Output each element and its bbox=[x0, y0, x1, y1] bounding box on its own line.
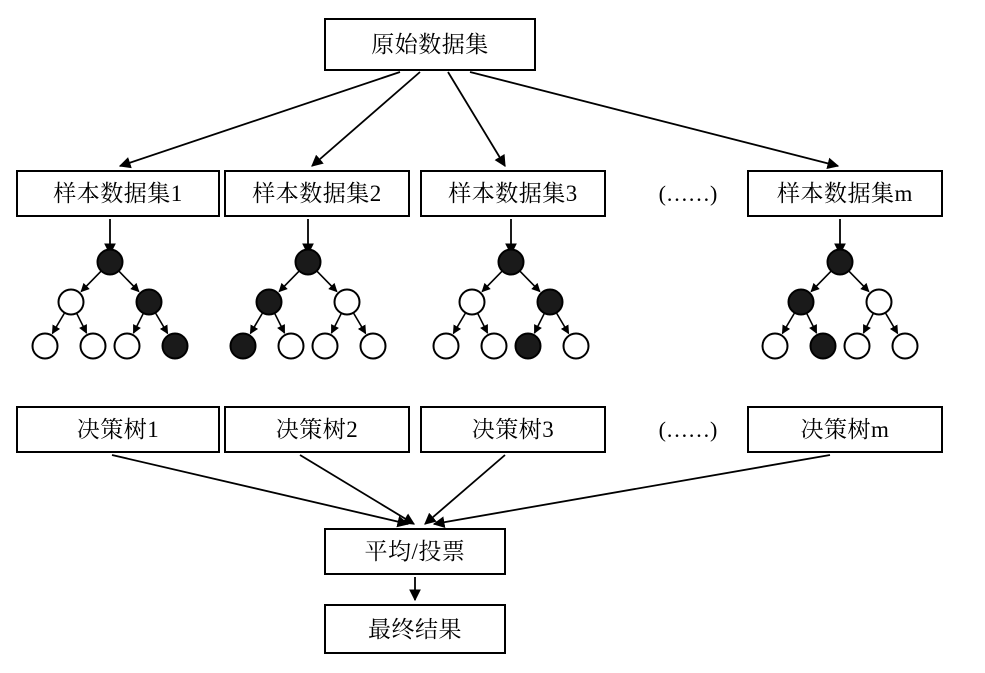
tree-node-filled bbox=[811, 334, 836, 359]
tree-node-empty bbox=[361, 334, 386, 359]
connector-line bbox=[120, 72, 400, 166]
node-decision-tree-label: 决策树1 bbox=[76, 417, 160, 442]
tree-node-empty bbox=[434, 334, 459, 359]
tree-node-empty bbox=[564, 334, 589, 359]
tree-node-filled bbox=[163, 334, 188, 359]
connector-line bbox=[482, 271, 502, 292]
connector-line bbox=[279, 271, 299, 292]
connector-line bbox=[470, 72, 838, 166]
tree-node-empty bbox=[33, 334, 58, 359]
node-decision-tree bbox=[224, 406, 410, 453]
node-decision-tree-label: 决策树2 bbox=[275, 417, 359, 442]
sample-ellipsis-label: (……) bbox=[658, 181, 718, 206]
connector-line bbox=[317, 271, 337, 292]
connector-line bbox=[312, 72, 420, 166]
tree-node-filled bbox=[499, 250, 524, 275]
tree-node-empty bbox=[115, 334, 140, 359]
node-original-dataset-label: 原始数据集 bbox=[371, 32, 489, 57]
node-sample-dataset bbox=[420, 170, 606, 217]
node-average-vote-label: 平均/投票 bbox=[364, 539, 466, 564]
connector-line bbox=[863, 313, 873, 333]
node-decision-tree bbox=[16, 406, 220, 453]
tree-node-empty bbox=[460, 290, 485, 315]
connector-line bbox=[77, 313, 87, 333]
node-sample-dataset-label: 样本数据集m bbox=[777, 181, 913, 206]
connector-line bbox=[112, 455, 408, 524]
tree-node-empty bbox=[763, 334, 788, 359]
tree-node-filled bbox=[137, 290, 162, 315]
tree-node-empty bbox=[313, 334, 338, 359]
tree-node-empty bbox=[867, 290, 892, 315]
connector-line bbox=[782, 313, 794, 334]
tree-node-filled bbox=[828, 250, 853, 275]
connector-line bbox=[556, 313, 568, 334]
connector-line bbox=[425, 455, 505, 524]
connector-line bbox=[81, 271, 101, 292]
connector-line bbox=[275, 313, 285, 333]
tree-node-empty bbox=[893, 334, 918, 359]
connector-line bbox=[478, 313, 488, 333]
node-sample-dataset-label: 样本数据集2 bbox=[252, 181, 382, 206]
connector-line bbox=[807, 313, 817, 333]
connector-line bbox=[353, 313, 365, 334]
connector-line bbox=[849, 271, 869, 292]
tree-node-empty bbox=[845, 334, 870, 359]
node-decision-tree bbox=[420, 406, 606, 453]
tree-node-empty bbox=[279, 334, 304, 359]
node-decision-tree-label: 决策树3 bbox=[471, 417, 555, 442]
tree-node-empty bbox=[59, 290, 84, 315]
edge-lines bbox=[33, 72, 918, 600]
connector-line bbox=[133, 313, 143, 333]
connector-line bbox=[434, 455, 830, 524]
connector-line bbox=[155, 313, 167, 334]
tree-node-filled bbox=[516, 334, 541, 359]
node-sample-dataset-label: 样本数据集3 bbox=[448, 181, 578, 206]
node-sample-dataset-label: 样本数据集1 bbox=[53, 181, 183, 206]
connector-line bbox=[520, 271, 540, 292]
connector-line bbox=[119, 271, 139, 292]
node-original-dataset bbox=[324, 18, 536, 71]
node-final-result-label: 最终结果 bbox=[368, 616, 462, 642]
tree-node-filled bbox=[257, 290, 282, 315]
connector-line bbox=[811, 271, 831, 292]
tree-node-filled bbox=[789, 290, 814, 315]
tree-node-empty bbox=[482, 334, 507, 359]
node-final-result bbox=[324, 604, 506, 654]
node-sample-dataset bbox=[16, 170, 220, 217]
tree-node-empty bbox=[81, 334, 106, 359]
node-decision-tree bbox=[747, 406, 943, 453]
tree-node-filled bbox=[98, 250, 123, 275]
tree-ellipsis-label: (……) bbox=[658, 417, 718, 442]
connector-line bbox=[448, 72, 505, 166]
connector-line bbox=[453, 313, 465, 334]
connector-line bbox=[300, 455, 414, 524]
tree-node-empty bbox=[335, 290, 360, 315]
node-sample-dataset bbox=[747, 170, 943, 217]
tree-node-filled bbox=[538, 290, 563, 315]
connector-line bbox=[331, 313, 341, 333]
node-average-vote bbox=[324, 528, 506, 575]
tree-node-filled bbox=[296, 250, 321, 275]
connector-line bbox=[52, 313, 64, 334]
connector-line bbox=[534, 313, 544, 333]
tree-node-filled bbox=[231, 334, 256, 359]
node-sample-dataset bbox=[224, 170, 410, 217]
connector-line bbox=[250, 313, 262, 334]
connector-line bbox=[885, 313, 897, 334]
node-decision-tree-label: 决策树m bbox=[800, 417, 890, 442]
